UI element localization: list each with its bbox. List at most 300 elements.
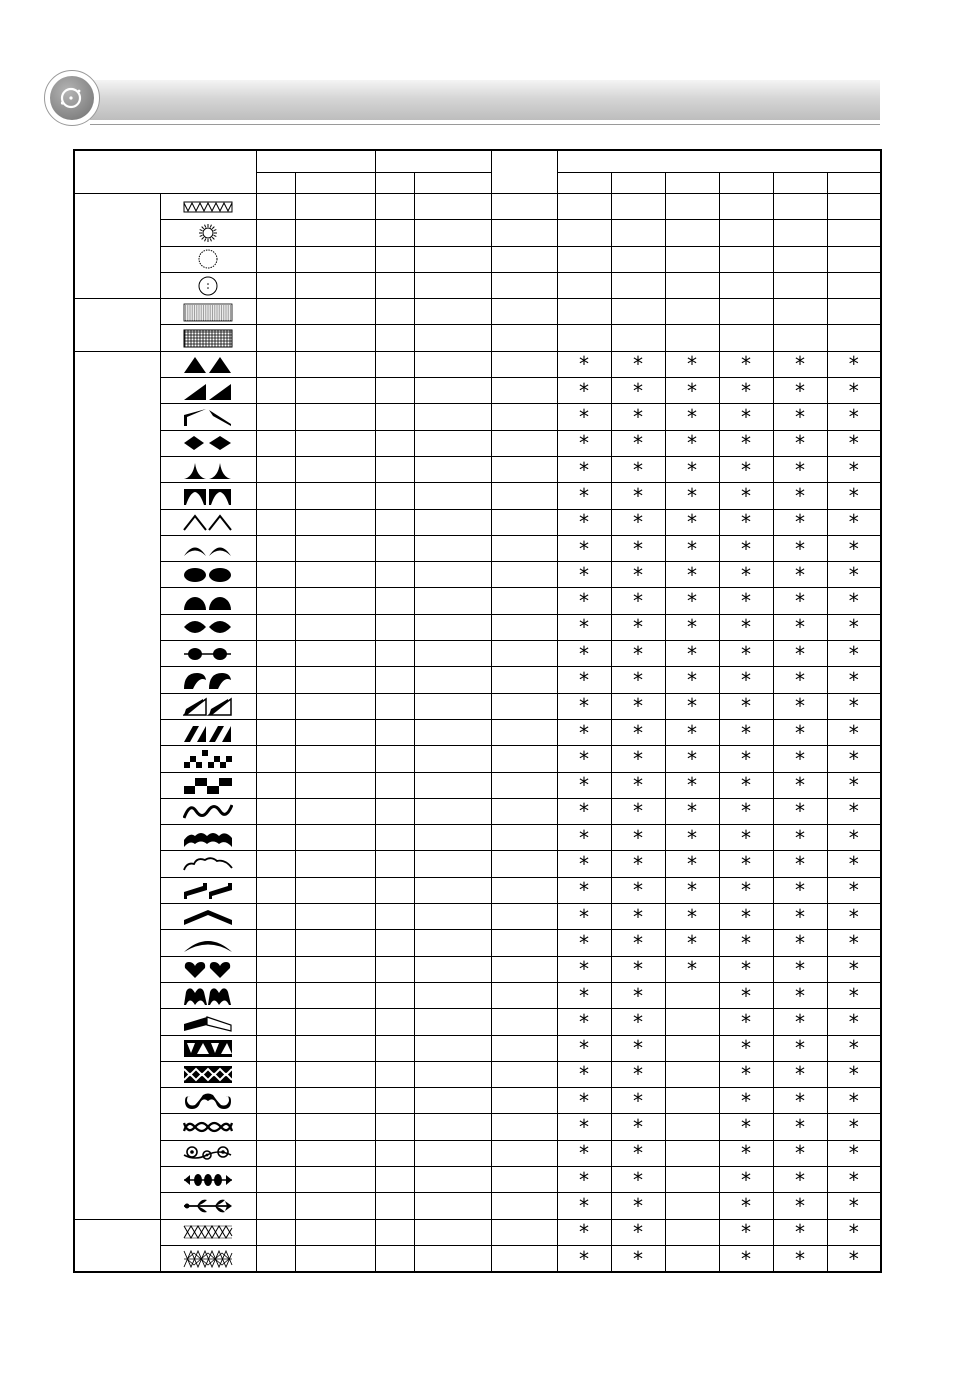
empty-cell [295,378,375,404]
model-cell [719,930,773,956]
model-cell [611,1009,665,1035]
model-cell [827,719,881,745]
asterisk-mark: * [687,510,697,535]
asterisk-mark: * [795,720,805,745]
empty-cell [375,956,414,982]
header-subcell [827,173,881,194]
model-cell [665,1009,719,1035]
model-cell [827,588,881,614]
empty-cell [491,798,557,824]
model-cell [827,956,881,982]
empty-cell [256,798,295,824]
model-cell [611,851,665,877]
model-cell [719,351,773,377]
empty-cell [414,719,491,745]
empty-cell [256,825,295,851]
empty-cell [256,404,295,430]
asterisk-mark: * [633,878,643,903]
asterisk-mark: * [633,957,643,982]
pattern-icon-cell [160,746,256,772]
model-cell [557,299,611,325]
asterisk-mark: * [848,562,859,587]
empty-cell [414,351,491,377]
model-cell [773,456,827,482]
empty-cell [414,325,491,351]
empty-cell [491,1245,557,1272]
model-cell [719,1193,773,1219]
table-row [74,588,881,614]
model-cell [611,693,665,719]
model-cell [773,614,827,640]
table-row [74,272,881,298]
model-cell [719,404,773,430]
asterisk-mark: * [633,1141,643,1166]
model-cell [773,1114,827,1140]
table-row [74,1245,881,1272]
empty-cell [491,483,557,509]
asterisk-mark: * [579,904,589,929]
empty-cell [256,851,295,877]
model-cell [557,877,611,903]
empty-cell [414,509,491,535]
model-cell [827,246,881,272]
empty-cell [491,982,557,1008]
asterisk-mark: * [687,957,697,982]
model-cell [611,1245,665,1272]
model-cell [773,1088,827,1114]
header-cell-group-a [256,150,375,173]
chevrons-icon [183,512,233,532]
empty-cell [491,194,557,220]
empty-cell [414,299,491,325]
group-cell [74,1219,160,1272]
asterisk-mark: * [633,720,643,745]
table-row [74,509,881,535]
empty-cell [414,930,491,956]
model-cell [827,798,881,824]
asterisk-mark: * [741,930,751,955]
asterisk-mark: * [741,746,751,771]
asterisk-mark: * [687,667,697,692]
asterisk-mark: * [848,667,859,692]
table-row [74,614,881,640]
asterisk-mark: * [633,510,643,535]
empty-cell [491,509,557,535]
pattern-icon-cell [160,378,256,404]
asterisk-mark: * [579,378,589,403]
pattern-icon-cell [160,667,256,693]
empty-cell [295,693,375,719]
table-row [74,378,881,404]
asterisk-mark: * [795,983,805,1008]
asterisk-mark: * [795,773,805,798]
model-cell [719,719,773,745]
model-cell [611,562,665,588]
empty-cell [375,1166,414,1192]
asterisk-mark: * [687,431,697,456]
group-cell [74,194,160,299]
model-cell [611,483,665,509]
asterisk-mark: * [848,378,859,403]
asterisk-mark: * [741,615,751,640]
asterisk-mark: * [795,746,805,771]
model-cell [773,641,827,667]
table-row [74,1193,881,1219]
pattern-icon-cell [160,220,256,246]
group-cell [74,351,160,1219]
empty-cell [256,614,295,640]
empty-cell [414,956,491,982]
model-cell [827,772,881,798]
asterisk-mark: * [795,852,805,877]
model-cell [665,1166,719,1192]
table-row [74,404,881,430]
asterisk-mark: * [741,878,751,903]
model-cell [719,956,773,982]
asterisk-mark: * [633,457,643,482]
model-cell [827,509,881,535]
empty-cell [375,483,414,509]
empty-cell [491,1088,557,1114]
header-bar [90,80,880,120]
empty-cell [491,930,557,956]
asterisk-mark: * [848,694,859,719]
empty-cell [375,930,414,956]
header-subcell [256,173,295,194]
asterisk-mark: * [741,378,751,403]
empty-cell [375,456,414,482]
empty-cell [295,1009,375,1035]
cross-stitch-icon [183,1222,233,1242]
model-cell [611,246,665,272]
model-cell [665,456,719,482]
model-cell [719,220,773,246]
blocks-icon [183,775,233,795]
pattern-icon-cell [160,1088,256,1114]
empty-cell [375,562,414,588]
empty-cell [295,272,375,298]
pattern-icon-cell [160,1166,256,1192]
asterisk-mark: * [579,510,589,535]
empty-cell [256,430,295,456]
empty-cell [414,851,491,877]
pattern-icon-cell [160,194,256,220]
empty-cell [414,1245,491,1272]
model-cell [827,1245,881,1272]
model-cell [719,1061,773,1087]
pattern-icon-cell [160,1061,256,1087]
model-cell [719,483,773,509]
model-cell [665,562,719,588]
empty-cell [295,1193,375,1219]
asterisk-mark: * [848,1088,859,1113]
model-cell [611,1088,665,1114]
model-cell [557,614,611,640]
asterisk-mark: * [795,930,805,955]
empty-cell [491,746,557,772]
asterisk-mark: * [741,773,751,798]
empty-cell [375,430,414,456]
asterisk-mark: * [848,641,859,666]
model-cell [557,1061,611,1087]
empty-cell [375,877,414,903]
model-cell [557,851,611,877]
model-cell [665,614,719,640]
model-cell [827,930,881,956]
swirls-icon [183,1143,233,1163]
header-cell-single [491,150,557,194]
model-cell [665,588,719,614]
table-row [74,641,881,667]
scallop-band-icon [183,828,233,848]
asterisk-mark: * [795,1088,805,1113]
checker-icon [183,749,233,769]
pattern-icon-cell [160,641,256,667]
model-cell [611,1193,665,1219]
model-cell [557,588,611,614]
asterisk-mark: * [795,431,805,456]
model-cell [827,456,881,482]
table-row [74,1166,881,1192]
empty-cell [375,641,414,667]
model-cell [557,719,611,745]
model-cell [827,693,881,719]
empty-cell [414,272,491,298]
asterisk-mark: * [579,1141,589,1166]
asterisk-mark: * [633,773,643,798]
asterisk-mark: * [795,1246,805,1271]
model-cell [665,1088,719,1114]
empty-cell [295,1088,375,1114]
empty-cell [491,246,557,272]
model-cell [827,851,881,877]
model-cell [773,272,827,298]
asterisk-mark: * [795,1062,805,1087]
asterisk-mark: * [687,852,697,877]
asterisk-mark: * [687,773,697,798]
model-cell [719,299,773,325]
empty-cell [491,1114,557,1140]
asterisk-mark: * [848,1193,859,1218]
asterisk-mark: * [848,1062,859,1087]
model-cell [665,904,719,930]
asterisk-mark: * [687,930,697,955]
asterisk-mark: * [633,694,643,719]
asterisk-mark: * [579,457,589,482]
asterisk-mark: * [633,799,643,824]
empty-cell [295,904,375,930]
asterisk-mark: * [579,483,589,508]
asterisk-mark: * [795,378,805,403]
cloud-icon [183,854,233,874]
group-cell [74,299,160,352]
asterisk-mark: * [848,1220,859,1245]
asterisk-mark: * [633,1193,643,1218]
asterisk-mark: * [795,878,805,903]
asterisk-mark: * [741,405,751,430]
asterisk-mark: * [848,799,859,824]
empty-cell [256,246,295,272]
model-cell [665,430,719,456]
asterisk-mark: * [579,1088,589,1113]
asterisk-mark: * [633,589,643,614]
pattern-icon-cell [160,325,256,351]
asterisk-mark: * [741,799,751,824]
empty-cell [295,982,375,1008]
asterisk-mark: * [795,799,805,824]
model-cell [665,982,719,1008]
header-subcell [557,173,611,194]
empty-cell [414,641,491,667]
model-cell [665,1061,719,1087]
asterisk-mark: * [848,852,859,877]
empty-cell [256,1166,295,1192]
empty-cell [256,1035,295,1061]
dotted-circle-center-icon [183,276,233,296]
empty-cell [414,1166,491,1192]
empty-cell [491,299,557,325]
model-cell [665,746,719,772]
asterisk-mark: * [579,799,589,824]
asterisk-mark: * [633,746,643,771]
empty-cell [256,1061,295,1087]
empty-cell [295,483,375,509]
empty-cell [256,1219,295,1245]
model-cell [557,1140,611,1166]
pattern-icon-cell [160,535,256,561]
asterisk-mark: * [741,1167,751,1192]
empty-cell [256,1088,295,1114]
model-cell [557,351,611,377]
model-cell [557,1193,611,1219]
pattern-icon-cell [160,1245,256,1272]
model-cell [557,272,611,298]
model-cell [665,798,719,824]
table-row [74,693,881,719]
asterisk-mark: * [848,930,859,955]
model-cell [665,1193,719,1219]
asterisk-mark: * [848,773,859,798]
model-cell [719,562,773,588]
model-cell [557,430,611,456]
model-cell [773,325,827,351]
double-cross-stitch-icon [183,1249,233,1269]
model-cell [557,1245,611,1272]
empty-cell [375,220,414,246]
vine-arrow-icon [183,1196,233,1216]
empty-cell [375,719,414,745]
empty-cell [375,1193,414,1219]
table-row [74,246,881,272]
model-cell [557,667,611,693]
asterisk-mark: * [795,457,805,482]
model-cell [719,1114,773,1140]
table-row [74,220,881,246]
asterisk-mark: * [633,431,643,456]
model-cell [719,325,773,351]
asterisk-mark: * [741,589,751,614]
model-cell [557,325,611,351]
asterisk-mark: * [795,825,805,850]
model-cell [773,535,827,561]
pattern-icon-cell [160,851,256,877]
empty-cell [414,1219,491,1245]
empty-cell [414,614,491,640]
asterisk-mark: * [687,405,697,430]
empty-cell [256,483,295,509]
model-cell [557,562,611,588]
empty-cell [491,614,557,640]
empty-cell [295,430,375,456]
model-cell [665,194,719,220]
table-row [74,746,881,772]
model-cell [719,535,773,561]
empty-cell [375,272,414,298]
model-cell [719,693,773,719]
empty-cell [295,877,375,903]
spikes-icon [183,460,233,480]
asterisk-mark: * [579,983,589,1008]
empty-cell [375,299,414,325]
table-row [74,851,881,877]
empty-cell [375,1061,414,1087]
pattern-icon-cell [160,1114,256,1140]
asterisk-mark: * [848,746,859,771]
empty-cell [256,456,295,482]
arches-icon [183,486,233,506]
empty-cell [491,1219,557,1245]
empty-cell [375,404,414,430]
asterisk-mark: * [795,483,805,508]
asterisk-mark: * [795,1193,805,1218]
asterisk-mark: * [579,641,589,666]
empty-cell [491,220,557,246]
asterisk-mark: * [633,852,643,877]
model-cell [827,1140,881,1166]
model-cell [719,614,773,640]
asterisk-mark: * [633,1036,643,1061]
model-cell [665,535,719,561]
model-cell [557,693,611,719]
empty-cell [295,194,375,220]
pattern-icon-cell [160,1193,256,1219]
empty-cell [414,982,491,1008]
model-cell [827,220,881,246]
model-cell [719,246,773,272]
asterisk-mark: * [741,1141,751,1166]
asterisk-mark: * [687,352,697,377]
asterisk-mark: * [741,1220,751,1245]
empty-cell [491,562,557,588]
model-cell [827,194,881,220]
model-cell [773,1219,827,1245]
pattern-icon-cell [160,351,256,377]
lemons-icon [183,617,233,637]
asterisk-mark: * [633,562,643,587]
empty-cell [414,246,491,272]
model-cell [773,588,827,614]
empty-cell [256,588,295,614]
empty-cell [295,746,375,772]
model-cell [557,1219,611,1245]
asterisk-mark: * [579,1036,589,1061]
empty-cell [375,588,414,614]
empty-cell [295,719,375,745]
triangles-icon [183,354,233,374]
model-cell [557,509,611,535]
table-row [74,1219,881,1245]
empty-cell [491,719,557,745]
